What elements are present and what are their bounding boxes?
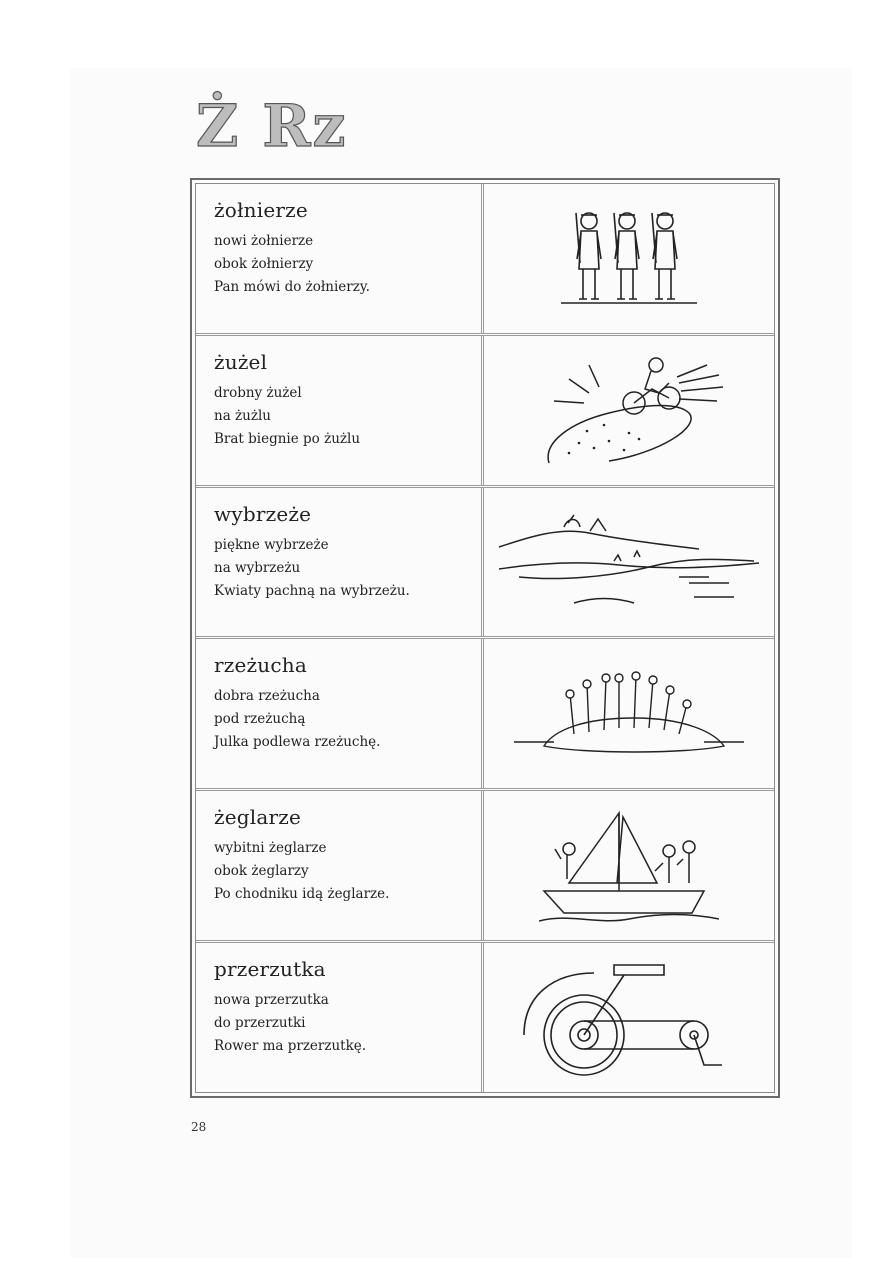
picture-cell: [484, 943, 774, 1092]
text-cell: [196, 791, 484, 940]
phrase-line: Kwiaty pachną na wybrzeżu.: [214, 582, 410, 599]
picture-cell: [484, 639, 774, 788]
table-row: [196, 184, 774, 336]
phrase-line: Po chodniku idą żeglarze.: [214, 886, 390, 903]
text-cell: [196, 639, 484, 788]
sailboat-icon: [539, 803, 719, 928]
table-row: [196, 488, 774, 640]
phrase-line: na żużlu: [214, 407, 271, 424]
table-row: [196, 791, 774, 943]
phrase-line: Pan mówi do żołnierzy.: [214, 279, 370, 295]
phrase-line: do przerzutki: [214, 1015, 306, 1032]
vocabulary-table: [190, 178, 780, 1098]
picture-cell: [484, 488, 774, 637]
text-cell: [196, 488, 484, 637]
picture-cell: [484, 791, 774, 940]
picture-cell: [484, 336, 774, 485]
phrase-line: obok żeglarzy: [214, 863, 309, 880]
vocab-word: wybrzeże: [214, 501, 312, 526]
phrase-line: Julka podlewa rzeżuchę.: [214, 734, 381, 751]
coastline-icon: [494, 507, 764, 617]
title-letter: Ż: [196, 92, 241, 160]
vocab-word: żeglarze: [214, 805, 302, 830]
title-digraph: Rz: [262, 92, 348, 160]
table-row: [196, 336, 774, 488]
vocab-word: żużel: [214, 349, 268, 374]
phrase-line: pod rzeżuchą: [214, 711, 306, 728]
phrase-line: na wybrzeżu: [214, 559, 301, 576]
vocab-word: żołnierze: [214, 198, 308, 222]
vocab-word: przerzutka: [214, 957, 326, 982]
bicycle-derailleur-icon: [514, 955, 744, 1080]
soldiers-icon: [559, 203, 699, 313]
phrase-line: wybitni żeglarze: [214, 840, 327, 857]
cress-icon: [514, 664, 744, 764]
picture-cell: [484, 184, 774, 333]
phrase-line: nowi żołnierze: [214, 233, 314, 249]
page-title: [196, 92, 369, 160]
table-row: [196, 639, 774, 791]
text-cell: [196, 943, 484, 1092]
phrase-line: Rower ma przerzutkę.: [214, 1038, 367, 1055]
vocab-word: rzeżucha: [214, 653, 307, 678]
phrase-line: obok żołnierzy: [214, 256, 314, 272]
speedway-rider-icon: [529, 353, 729, 468]
phrase-line: nowa przerzutka: [214, 992, 329, 1009]
phrase-line: dobra rzeżucha: [214, 688, 320, 705]
table-row: [196, 943, 774, 1092]
page-number: 28: [191, 1120, 207, 1134]
phrase-line: drobny żużel: [214, 384, 302, 401]
text-cell: [196, 184, 484, 333]
phrase-line: Brat biegnie po żużlu: [214, 430, 361, 447]
phrase-line: piękne wybrzeże: [214, 536, 329, 553]
text-cell: [196, 336, 484, 485]
